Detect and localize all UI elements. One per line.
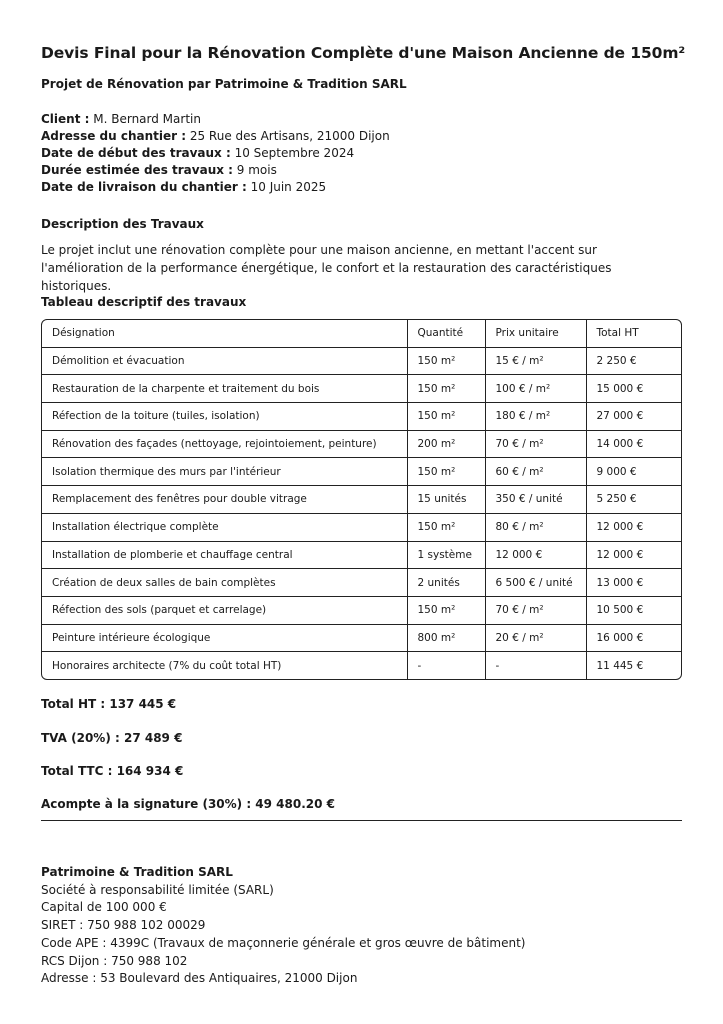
info-address: [41, 128, 390, 145]
cell-quantity: 800 m²: [407, 624, 485, 652]
info-label: Client :: [41, 112, 90, 126]
cell-total-ht: 16 000 €: [586, 624, 681, 652]
cell-designation: Démolition et évacuation: [42, 347, 407, 375]
table-row: [42, 375, 681, 403]
column-header: Quantité: [407, 320, 485, 347]
company-line: Adresse : 53 Boulevard des Antiquaires, 21000 Dijon: [41, 971, 358, 986]
company-info: [41, 864, 525, 988]
cell-unit-price: 15 € / m²: [485, 347, 586, 375]
company-line: Code APE : 4399C (Travaux de maçonnerie générale et gros œuvre de bâtiment): [41, 935, 526, 950]
info-value: 10 Juin 2025: [246, 180, 327, 194]
cell-total-ht: 15 000 €: [586, 375, 681, 403]
info-delivery-date: [41, 179, 390, 196]
table-row: [42, 596, 681, 624]
table-heading: Tableau descriptif des travaux: [41, 295, 247, 309]
description-heading: Description des Travaux: [41, 217, 204, 231]
info-value: M. Bernard Martin: [89, 112, 201, 126]
cell-quantity: 150 m²: [407, 458, 485, 486]
table-row: [42, 569, 681, 597]
company-line: Société à responsabilité limitée (SARL): [41, 882, 274, 897]
cell-unit-price: 70 € / m²: [485, 596, 586, 624]
cell-unit-price: -: [485, 652, 586, 679]
description-text: Le projet inclut une rénovation complète pour une maison ancienne, en mettant l'accent sur l'amélioration de la performance énergétique, le confort et la restauration des caractéristiques historiques.: [41, 243, 612, 293]
column-header: Désignation: [42, 320, 407, 347]
table-row: [42, 430, 681, 458]
cell-designation: Rénovation des façades (nettoyage, rejointoiement, peinture): [42, 430, 407, 458]
info-client: [41, 111, 390, 128]
cell-designation: Remplacement des fenêtres pour double vitrage: [42, 486, 407, 514]
table-row: [42, 652, 681, 679]
cell-designation: Réfection de la toiture (tuiles, isolation): [42, 403, 407, 431]
document-subtitle: Projet de Rénovation par Patrimoine & Tradition SARL: [41, 77, 407, 91]
cell-total-ht: 10 500 €: [586, 596, 681, 624]
cell-designation: Réfection des sols (parquet et carrelage): [42, 596, 407, 624]
cell-total-ht: 11 445 €: [586, 652, 681, 679]
works-table: [41, 319, 682, 680]
total-tva: TVA (20%) : 27 489 €: [41, 731, 183, 745]
table-row: [42, 486, 681, 514]
cell-quantity: 150 m²: [407, 403, 485, 431]
table-row: [42, 458, 681, 486]
cell-designation: Installation de plomberie et chauffage central: [42, 541, 407, 569]
cell-quantity: -: [407, 652, 485, 679]
project-info: [41, 111, 390, 196]
cell-total-ht: 9 000 €: [586, 458, 681, 486]
cell-unit-price: 180 € / m²: [485, 403, 586, 431]
divider: [41, 820, 682, 821]
company-line: SIRET : 750 988 102 00029: [41, 918, 206, 933]
cell-unit-price: 350 € / unité: [485, 486, 586, 514]
cell-unit-price: 100 € / m²: [485, 375, 586, 403]
cell-unit-price: 6 500 € / unité: [485, 569, 586, 597]
table-header-row: [42, 320, 681, 347]
info-duration: [41, 162, 390, 179]
cell-total-ht: 5 250 €: [586, 486, 681, 514]
table-row: [42, 513, 681, 541]
info-value: 10 Septembre 2024: [230, 146, 355, 160]
table-row: [42, 541, 681, 569]
column-header: Prix unitaire: [485, 320, 586, 347]
cell-quantity: 150 m²: [407, 513, 485, 541]
column-header: Total HT: [586, 320, 681, 347]
company-name: Patrimoine & Tradition SARL: [41, 865, 233, 879]
cell-total-ht: 12 000 €: [586, 513, 681, 541]
cell-unit-price: 80 € / m²: [485, 513, 586, 541]
cell-designation: Isolation thermique des murs par l'intérieur: [42, 458, 407, 486]
table-row: [42, 347, 681, 375]
company-line: Capital de 100 000 €: [41, 900, 167, 915]
info-label: Adresse du chantier :: [41, 129, 187, 143]
cell-total-ht: 2 250 €: [586, 347, 681, 375]
table-row: [42, 403, 681, 431]
cell-quantity: 150 m²: [407, 347, 485, 375]
cell-quantity: 200 m²: [407, 430, 485, 458]
cell-unit-price: 70 € / m²: [485, 430, 586, 458]
info-value: 9 mois: [232, 163, 277, 177]
cell-quantity: 150 m²: [407, 375, 485, 403]
cell-designation: Restauration de la charpente et traitement du bois: [42, 375, 407, 403]
cell-designation: Peinture intérieure écologique: [42, 624, 407, 652]
cell-total-ht: 27 000 €: [586, 403, 681, 431]
cell-total-ht: 12 000 €: [586, 541, 681, 569]
cell-unit-price: 20 € / m²: [485, 624, 586, 652]
deposit-amount: Acompte à la signature (30%) : 49 480.20 €: [41, 797, 336, 811]
cell-quantity: 150 m²: [407, 596, 485, 624]
info-start-date: [41, 145, 390, 162]
info-value: 25 Rue des Artisans, 21000 Dijon: [186, 129, 390, 143]
info-label: Durée estimée des travaux :: [41, 163, 233, 177]
total-ht: Total HT : 137 445 €: [41, 697, 177, 711]
total-ttc: Total TTC : 164 934 €: [41, 764, 184, 778]
document-title: Devis Final pour la Rénovation Complète d'une Maison Ancienne de 150m²: [41, 44, 686, 62]
cell-unit-price: 12 000 €: [485, 541, 586, 569]
cell-designation: Honoraires architecte (7% du coût total HT): [52, 659, 282, 672]
info-label: Date de début des travaux :: [41, 146, 231, 160]
cell-total-ht: 14 000 €: [586, 430, 681, 458]
cell-designation: Installation électrique complète: [42, 513, 407, 541]
cell-quantity: 15 unités: [407, 486, 485, 514]
table-row: [42, 624, 681, 652]
cell-quantity: 1 système: [407, 541, 485, 569]
cell-total-ht: 13 000 €: [586, 569, 681, 597]
cell-unit-price: 60 € / m²: [485, 458, 586, 486]
info-label: Date de livraison du chantier :: [41, 180, 247, 194]
cell-quantity: 2 unités: [407, 569, 485, 597]
cell-designation: Création de deux salles de bain complètes: [42, 569, 407, 597]
company-line: RCS Dijon : 750 988 102: [41, 953, 188, 968]
